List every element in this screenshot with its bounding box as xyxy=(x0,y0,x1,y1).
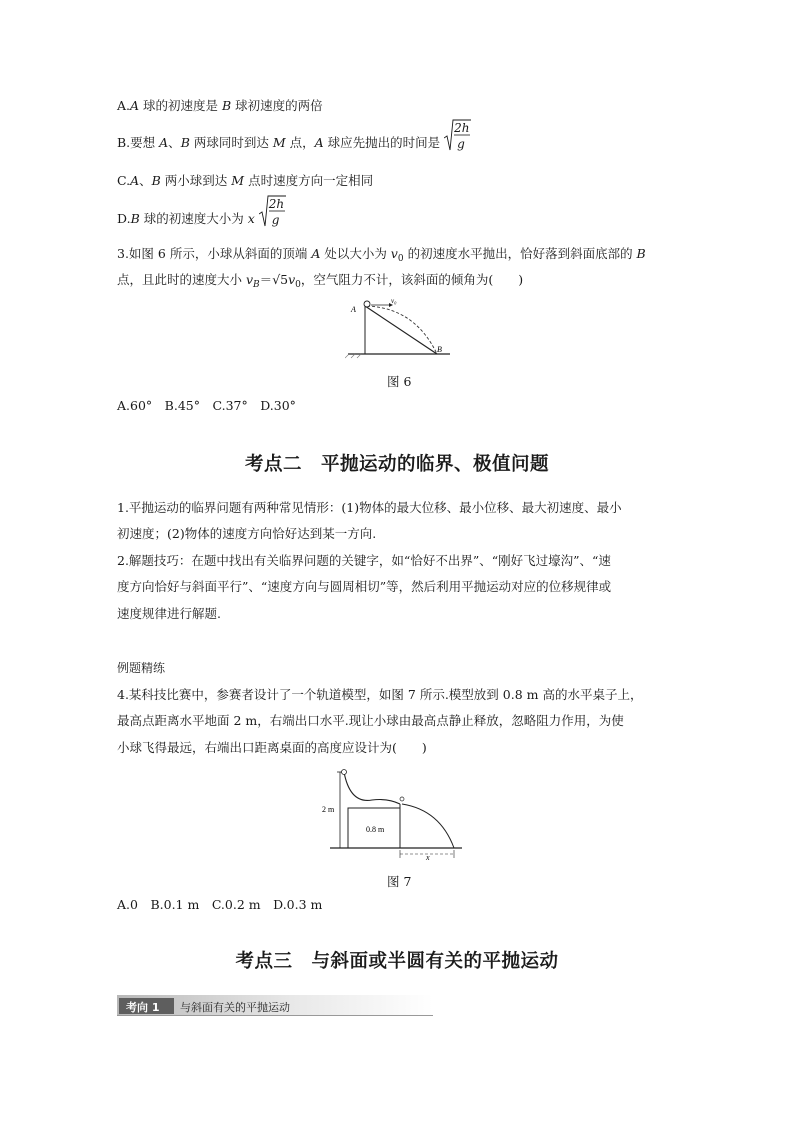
track-curve xyxy=(344,772,400,804)
q3-stem-line1: 3.如图 6 所示，小球从斜面的顶端 A 处以大小为 $v_0$ 的初速度水平抛出，恰好落到斜面底部的 B xyxy=(117,246,646,264)
sqrt-2h-over-g xyxy=(444,118,472,152)
frac-denominator: g xyxy=(457,136,465,151)
figure-6-caption: 图 6 xyxy=(387,374,412,389)
label-a: A xyxy=(351,305,356,314)
trajectory-curve xyxy=(402,804,454,848)
label-x: x xyxy=(426,853,430,860)
label-2m: 2 m xyxy=(322,805,335,814)
notes-p2-line1: 2.解题技巧：在题中找出有关临界问题的关键字，如“恰好不出界”、“刚好飞过壕沟”、“速 xyxy=(117,553,611,568)
notes-p2-line3: 速度规律进行解题. xyxy=(117,606,221,621)
q2-option-b: B.要想 A、B 两球同时到达 M 点，A 球应先抛出的时间是 2h g xyxy=(117,135,472,152)
incline-surface xyxy=(365,306,437,354)
notes-p1-line1: 1.平抛运动的临界问题有两种常见情形：(1)物体的最大位移、最小位移、最大初速度、最小 xyxy=(117,500,622,515)
subtopic-tag: 考向 1 xyxy=(126,1001,160,1014)
notes-p1-line2: 初速度；(2)物体的速度方向恰好达到某一方向. xyxy=(117,526,377,541)
notes-p2-line2: 度方向恰好与斜面平行”、“速度方向与圆周相切”等，然后利用平抛运动对应的位移规律或 xyxy=(117,579,612,594)
q4-stem-line2: 最高点距离水平地面 2 m，右端出口水平.现让小球由最高点静止释放，忽略阻力作用，为使 xyxy=(117,713,624,728)
q2-option-d: D.B 球的初速度大小为 x 2h g xyxy=(117,211,287,228)
sqrt-2h-over-g xyxy=(259,194,287,228)
frac-denominator: g xyxy=(271,212,280,227)
frac-numerator: 2h xyxy=(268,196,285,211)
q3-stem-line2: 点，且此时的速度大小 $v_B=√5v_0$，空气阻力不计，该斜面的倾角为( ) xyxy=(117,272,524,290)
q4-stem-line3: 小球飞得最远，右端出口距离桌面的高度应设计为( ) xyxy=(117,740,427,755)
label-b: B xyxy=(437,345,442,354)
q2-option-c: C.A、B 两小球到达 M 点时速度方向一定相同 xyxy=(117,173,374,188)
subtopic-title: 与斜面有关的平抛运动 xyxy=(180,1001,290,1014)
label-v0: v₀ xyxy=(391,298,397,305)
subtopic-banner xyxy=(117,995,433,1018)
section-title-3: 考点三 与斜面或半圆有关的平抛运动 xyxy=(235,951,559,972)
frac-numerator: 2h xyxy=(454,120,470,135)
section-title-2: 考点二 平抛运动的临界、极值问题 xyxy=(244,454,549,475)
q4-stem-line1: 4.某科技比赛中，参赛者设计了一个轨道模型，如图 7 所示.模型放到 0.8 m 高的水平桌子上， xyxy=(117,687,643,702)
q4-options: A.0 B.0.1 m C.0.2 m D.0.3 m xyxy=(117,897,323,912)
ball xyxy=(364,301,370,307)
examples-heading: 例题精练 xyxy=(117,661,166,675)
ball xyxy=(342,770,347,775)
q2-option-a: A.A 球的初速度是 B 球初速度的两倍 xyxy=(117,98,323,113)
figure-7-caption: 图 7 xyxy=(387,874,412,889)
figure-7-track-diagram xyxy=(322,768,468,860)
q3-options: A.60° B.45° C.37° D.30° xyxy=(117,398,296,413)
figure-6-incline-diagram xyxy=(345,298,455,360)
label-0-8m: 0.8 m xyxy=(366,825,385,834)
ground-hatching xyxy=(345,354,361,358)
